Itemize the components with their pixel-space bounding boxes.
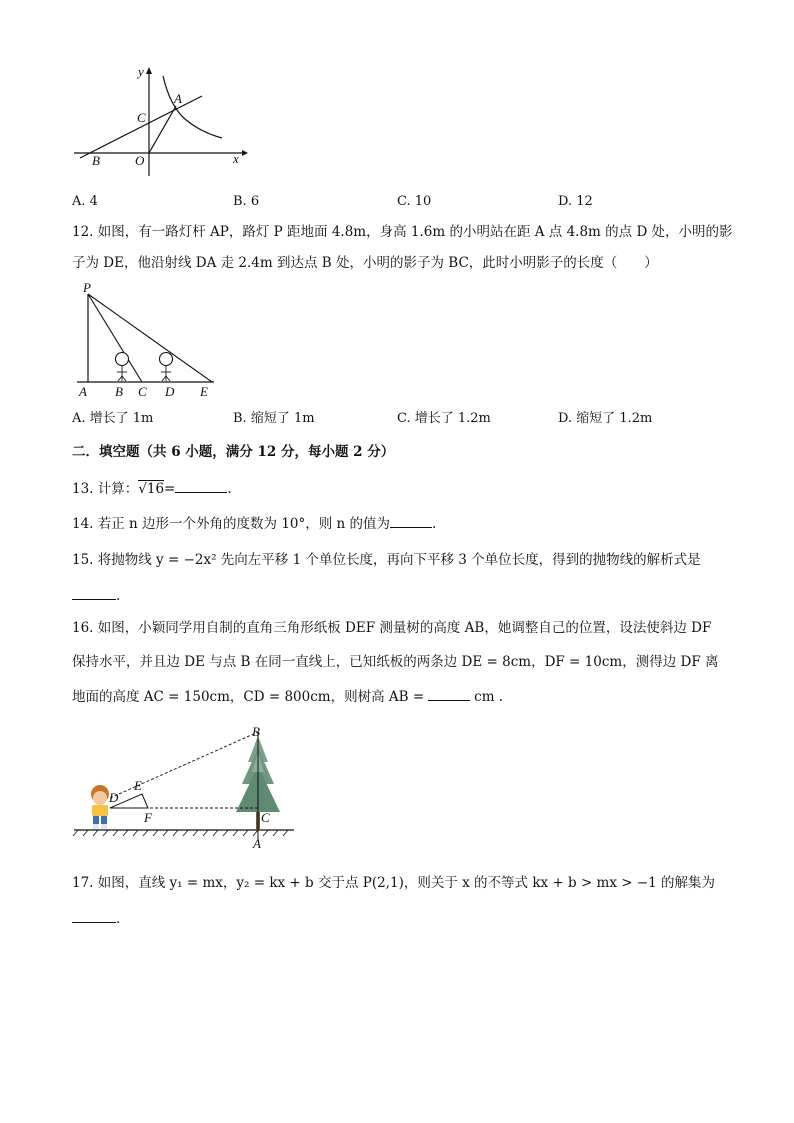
q15-line1: 15. 将抛物线 y = −2x² 先向左平移 1 个单位长度，再向下平移 3 个单位长度，得到的抛物线的解析式是 (72, 552, 701, 568)
fig16-point-E: E (134, 778, 142, 793)
q13-equals: = (164, 481, 176, 497)
q14 (72, 513, 436, 534)
q14-end: . (432, 516, 437, 532)
fig16-point-B: B (252, 724, 260, 739)
fig12-point-B: B (115, 384, 123, 399)
fig12-point-C: C (138, 384, 147, 399)
q16-line3 (72, 686, 503, 707)
q17-answer-blank[interactable] (72, 908, 116, 923)
fig11-point-A: A (174, 91, 182, 106)
fig16-point-A: A (253, 836, 261, 851)
q16-line2: 保持水平，并且边 DE 与点 B 在同一直线上，已知纸板的两条边 DE = 8cm，DF = 10cm，测得边 DF 离 (72, 654, 719, 670)
fig16-point-F: F (144, 810, 152, 825)
q17-line2 (72, 908, 120, 929)
fig12-point-A: A (79, 384, 87, 399)
fig11-point-O: O (135, 153, 145, 168)
q12-option-d: D. 缩短了 1.2m (558, 411, 653, 426)
fig11-x-label: x (233, 151, 239, 166)
q11-option-a: A. 4 (72, 194, 98, 209)
fig11-point-C: C (137, 110, 146, 125)
q12-figure (72, 280, 220, 402)
q12-option-c: C. 增长了 1.2m (397, 411, 491, 426)
q12-line1: 12. 如图，有一路灯杆 AP，路灯 P 距地面 4.8m，身高 1.6m 的小明站在距 A 点 4.8m 的点 D 处，小明的影 (72, 224, 733, 240)
q15-answer-blank[interactable] (72, 585, 116, 600)
q16-line3-text: 地面的高度 AC = 150cm，CD = 800cm，则树高 AB = (72, 689, 425, 705)
q11-figure (70, 62, 250, 180)
q12-option-b: B. 缩短了 1m (233, 411, 315, 426)
fig11-point-B: B (92, 153, 100, 168)
section-title: 二．填空题（共 6 小题，满分 12 分，每小题 2 分） (72, 444, 395, 460)
q13-end: . (227, 481, 232, 497)
q16-figure (72, 722, 298, 852)
q12-line2: 子为 DE，他沿射线 DA 走 2.4m 到达点 B 处，小明的影子为 BC，此时小明影子的长度（ ） (72, 255, 658, 271)
q13-radical: √16 (138, 481, 165, 497)
q15-line2 (72, 585, 120, 606)
q15-end: . (116, 588, 121, 604)
fig11-y-label: y (138, 64, 144, 79)
child-illustration (91, 785, 109, 829)
fig16-point-C: C (261, 810, 270, 825)
q14-text: 14. 若正 n 边形一个外角的度数为 10°，则 n 的值为 (72, 516, 391, 532)
fig16-point-D: D (109, 790, 119, 805)
q16-line1: 16. 如图，小颖同学用自制的直角三角形纸板 DEF 测量树的高度 AB，她调整自己的位置，设法使斜边 DF (72, 620, 712, 636)
q16-answer-blank[interactable] (428, 686, 470, 701)
fig12-point-E: E (200, 384, 208, 399)
q11-option-c: C. 10 (397, 194, 432, 209)
q12-option-a: A. 增长了 1m (72, 411, 154, 426)
q13-answer-blank[interactable] (175, 478, 227, 493)
q13-prefix: 13. 计算： (72, 481, 139, 497)
q14-answer-blank[interactable] (390, 513, 432, 528)
q11-option-b: B. 6 (233, 194, 260, 209)
q13 (72, 478, 232, 499)
q16-unit: cm . (474, 689, 504, 705)
q11-option-d: D. 12 (558, 194, 593, 209)
fig12-point-P: P (83, 280, 91, 295)
fig12-point-D: D (165, 384, 175, 399)
q17-end: . (116, 911, 121, 927)
q17-line1: 17. 如图，直线 y₁ = mx，y₂ = kx + b 交于点 P(2,1)，则关于 x 的不等式 kx + b > mx > −1 的解集为 (72, 875, 716, 891)
